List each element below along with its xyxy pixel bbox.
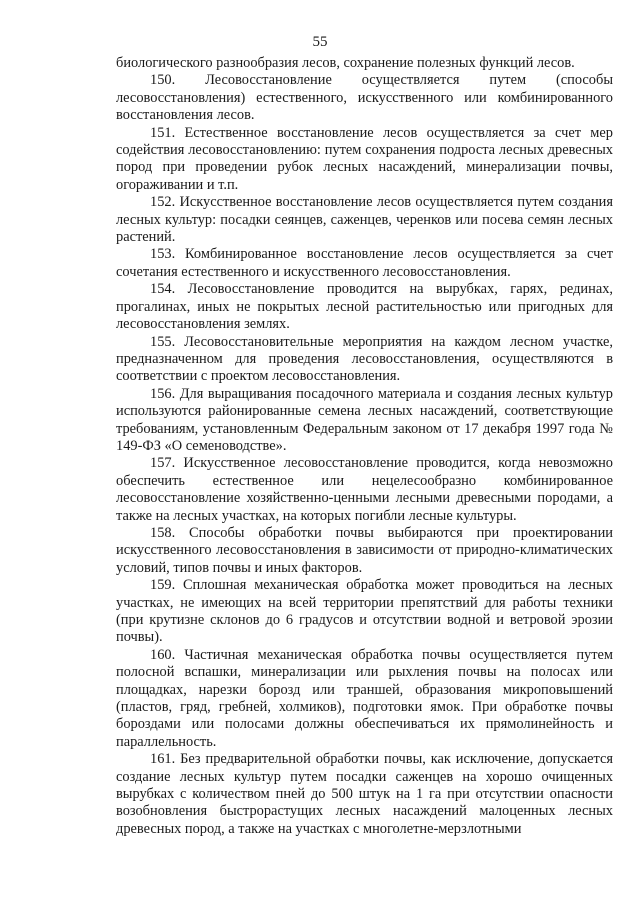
- paragraph: 161. Без предварительной обработки почвы, как исключение, допускается создание лесных культур путем посадки саженцев на хорошо очищенных вырубках с количеством пней до 500 штук на 1 га при отсутствии опасности возобновления быстрорастущих лесных насаждений малоценных лесных древесных пород, а также на участках с многолетне-мерзлотными: [116, 751, 613, 837]
- page-number: 55: [312, 34, 328, 50]
- paragraph: 151. Естественное восстановление лесов осуществляется за счет мер содействия лесовосстановлению: путем сохранения подроста лесных древесных пород при проведении рубок лесных насаждений, минерализации почвы, огораживании и т.п.: [116, 124, 613, 193]
- paragraph: 157. Искусственное лесовосстановление проводится, когда невозможно обеспечить естественное или нецелесообразно комбинированное лесовосстановление хозяйственно-ценными лесными древесными породами, а также на лесных участках, на которых погибли лесные культуры.: [116, 455, 613, 524]
- paragraph: 155. Лесовосстановительные мероприятия на каждом лесном участке, предназначенном для проведения лесовосстановления, осуществляются в соответствии с проектом лесовосстановления.: [116, 333, 613, 385]
- paragraph: 153. Комбинированное восстановление лесов осуществляется за счет сочетания естественного и искусственного лесовосстановления.: [116, 246, 613, 280]
- paragraph: 160. Частичная механическая обработка почвы осуществляется путем полосной вспашки, минерализации или рыхления почвы на полосах или площадках, нарезки борозд или траншей, образования микроповышений (пластов, гряд, гребней, холмиков), подготовки ямок. При обработке почвы бороздами или полосами должны обеспечиваться их прямолинейность и параллельность.: [116, 646, 613, 750]
- paragraph: 152. Искусственное восстановление лесов осуществляется путем создания лесных культур: посадки сеянцев, саженцев, черенков или посева семян лесных растений.: [116, 194, 613, 246]
- paragraph: 154. Лесовосстановление проводится на вырубках, гарях, рединах, прогалинах, иных не покрытых лесной растительностью или пригодных для лесовосстановления землях.: [116, 281, 613, 333]
- paragraph: биологического разнообразия лесов, сохранение полезных функций лесов.: [116, 55, 575, 71]
- document-body: [116, 55, 613, 838]
- paragraph: 150. Лесовосстановление осуществляется путем (способы лесовосстановления) естественного, искусственного или комбинированного восстановления лесов.: [116, 72, 613, 124]
- paragraph: 156. Для выращивания посадочного материала и создания лесных культур используются районированные семена лесных насаждений, соответствующие требованиям, установленным Федеральным законом от 17 декабря 1997 года № 149-ФЗ «О семеноводстве».: [116, 385, 613, 454]
- paragraph: 158. Способы обработки почвы выбираются при проектировании искусственного лесовосстановления в зависимости от природно-климатических условий, типов почвы и иных факторов.: [116, 524, 613, 576]
- paragraph: 159. Сплошная механическая обработка может проводиться на лесных участках, не имеющих на всей территории препятствий для работы техники (при крутизне склонов до 6 градусов и отсутствии водной и ветровой эрозии почвы).: [116, 577, 613, 646]
